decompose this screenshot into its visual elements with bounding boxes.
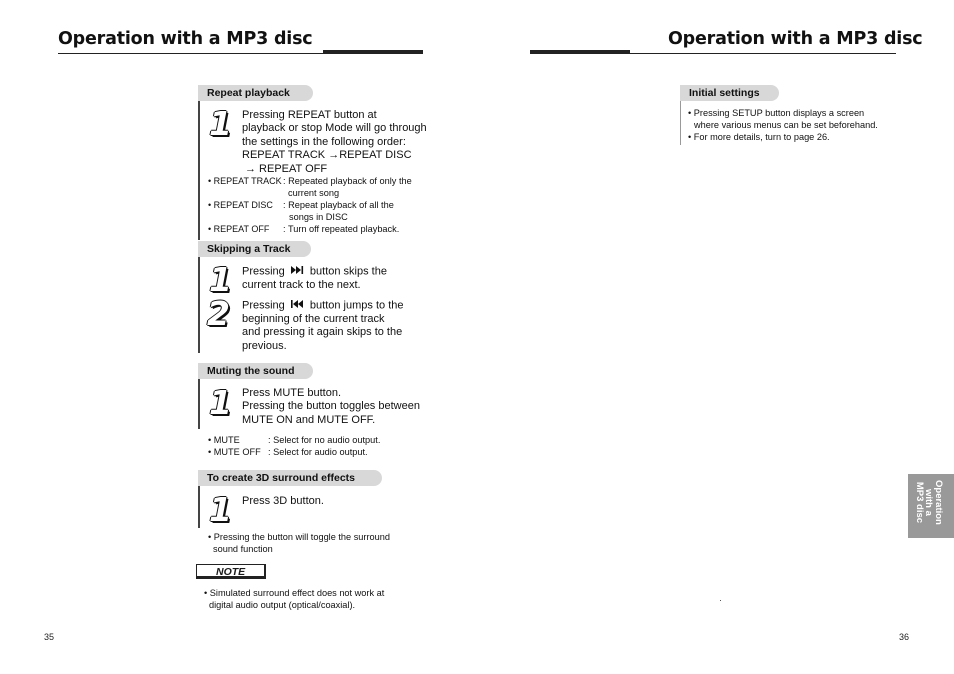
note-label: NOTE xyxy=(196,564,266,579)
side-tab-label xyxy=(915,480,944,525)
note-line1: • Simulated surround effect does not work at xyxy=(204,588,385,598)
skip-step1-post: button skips the xyxy=(309,265,387,278)
repeat-line: → REPEAT OFF xyxy=(245,162,328,175)
skip-step2-text xyxy=(242,299,403,353)
left-page-number: 35 xyxy=(44,632,55,642)
repeat-line: Pressing REPEAT button at xyxy=(242,109,377,121)
mute-off-key: • MUTE OFF xyxy=(208,447,261,457)
repeat-track-desc: : Repeated playback of only the xyxy=(283,176,412,186)
repeat-disc-key: • REPEAT DISC xyxy=(208,200,273,210)
repeat-line: playback or stop Mode will go through xyxy=(242,122,427,135)
mute-on-desc: : Select for no audio output. xyxy=(268,435,381,445)
left-page-title: Operation with a MP3 disc xyxy=(58,29,313,49)
skip-step2-line4: previous. xyxy=(242,339,287,352)
initial-section-bar xyxy=(680,101,681,145)
initial-line3: • For more details, turn to page 26. xyxy=(688,132,830,142)
repeat-line: REPEAT TRACK →REPEAT DISC xyxy=(242,149,412,162)
repeat-track-desc2: current song xyxy=(288,188,340,198)
stray-mark xyxy=(720,600,721,601)
note-text xyxy=(204,587,384,611)
skip-step2-line2: beginning of the current track xyxy=(242,313,385,326)
mute-line: Pressing the button toggles between xyxy=(242,400,420,413)
initial-settings-heading: Initial settings xyxy=(680,85,779,101)
side-tab-line: Operation xyxy=(933,480,944,525)
repeat-line: the settings in the following order: xyxy=(242,135,406,148)
initial-line1: • Pressing SETUP button displays a screen xyxy=(688,108,865,118)
repeat-playback-heading: Repeat playback xyxy=(198,85,313,101)
mute-on-key: • MUTE xyxy=(208,435,240,445)
skip-step1-pre: Pressing xyxy=(242,265,285,278)
mute-step-text xyxy=(242,387,420,427)
note-line2: digital audio output (optical/coaxial). xyxy=(209,600,356,610)
skip-step2-line3: and pressing it again skips to the xyxy=(242,326,403,339)
side-tab-line: MP3 disc xyxy=(914,481,925,524)
repeat-disc-desc: : Repeat playback of all the xyxy=(283,200,394,210)
surround-bullet xyxy=(208,531,390,555)
mute-line: MUTE ON and MUTE OFF. xyxy=(242,413,376,426)
repeat-off-key: • REPEAT OFF xyxy=(208,224,270,234)
repeat-off-desc: : Turn off repeated playback. xyxy=(283,224,400,234)
skip-step2-pre: Pressing xyxy=(242,299,285,312)
right-title-accent-bar xyxy=(530,50,630,54)
initial-settings-text xyxy=(688,107,878,143)
surround-step-number: 1 xyxy=(209,490,232,529)
skipping-track-heading: Skipping a Track xyxy=(198,241,311,257)
skip-step1-line2: current track to the next. xyxy=(242,279,361,292)
skip-step1-number: 1 xyxy=(209,260,232,299)
repeat-section-bar xyxy=(198,101,200,240)
left-title-accent-bar xyxy=(323,50,423,54)
initial-line2: where various menus can be set beforehand. xyxy=(694,120,878,130)
mute-off-desc: : Select for audio output. xyxy=(268,447,368,457)
mute-section-bar xyxy=(198,379,200,429)
surround-effects-heading: To create 3D surround effects xyxy=(198,470,382,486)
right-page-number: 36 xyxy=(899,632,910,642)
mute-line: Press MUTE button. xyxy=(242,387,342,399)
muting-sound-heading: Muting the sound xyxy=(198,363,313,379)
next-track-icon xyxy=(291,265,304,278)
surround-section-bar xyxy=(198,486,200,528)
skip-step2-post: button jumps to the xyxy=(309,299,404,312)
surround-step-text: Press 3D button. xyxy=(242,495,324,507)
skip-step1-text xyxy=(242,265,387,292)
repeat-track-key: • REPEAT TRACK xyxy=(208,176,282,186)
mute-step-number: 1 xyxy=(209,383,232,422)
skip-step2-number: 2 xyxy=(207,294,230,333)
repeat-step-text xyxy=(242,109,427,176)
surround-bullet-line2: sound function xyxy=(213,544,273,554)
right-page-title: Operation with a MP3 disc xyxy=(668,29,923,49)
surround-bullet-line1: • Pressing the button will toggle the surround xyxy=(208,532,390,542)
repeat-step-number: 1 xyxy=(209,104,232,143)
repeat-disc-desc2: songs in DISC xyxy=(289,212,348,222)
skip-section-bar xyxy=(198,257,200,353)
side-section-tab xyxy=(908,474,954,538)
side-tab-line: with a xyxy=(923,488,935,516)
previous-track-icon xyxy=(291,299,304,312)
